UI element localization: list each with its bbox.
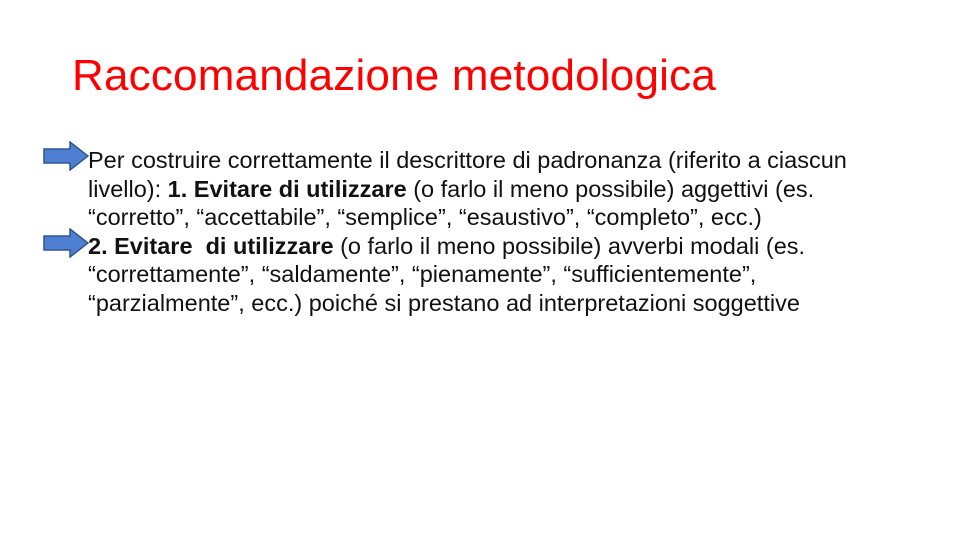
paragraph-2 — [88, 232, 888, 318]
slide-title: Raccomandazione metodologica — [72, 51, 716, 100]
paragraph-1-intro: Per costruire correttamente il descrittore di padronanza (riferito a ciascun livello): — [88, 147, 847, 202]
right-arrow-icon — [43, 228, 89, 258]
right-arrow-icon — [43, 141, 89, 171]
paragraph-1-rest: (o farlo il meno possibile) aggettivi (es. “corretto”, “accettabile”, “semplice”, “esaustivo”, “completo”, ecc.) — [88, 175, 815, 230]
paragraph-1-bold: 1. Evitare di utilizzare — [167, 175, 407, 202]
paragraph-1 — [88, 146, 888, 232]
paragraph-2-bold: 2. Evitare di utilizzare — [88, 232, 334, 259]
paragraph-2-rest: (o farlo il meno possibile) avverbi modali (es. “correttamente”, “saldamente”, “pienamente”, “sufficientemente”, “parzialmente”, ecc.) poiché si prestano ad interpretazioni soggettive — [88, 232, 806, 316]
slide-body — [88, 146, 888, 317]
